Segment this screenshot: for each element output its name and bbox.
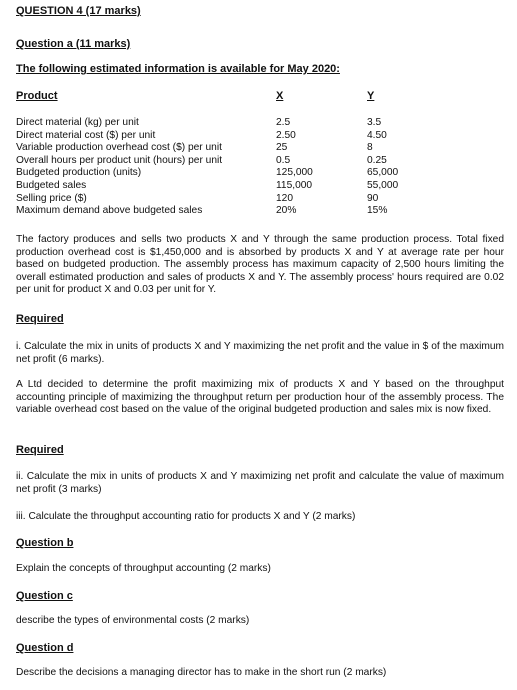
question-b-text: Explain the concepts of throughput accounting (2 marks) [16, 563, 271, 574]
paragraph-throughput-decision: A Ltd decided to determine the profit maximizing mix of products X and Y based on the throughput accounting principle of maximizing the throughput return per production hour of the assembly process. The variable overhead cost based on the value of the original budgeted production and sales mix is now fixed. [16, 379, 504, 416]
question-title: QUESTION 4 (17 marks) [16, 5, 141, 17]
table-cell-y: 8 [367, 142, 373, 154]
table-row-label: Variable production overhead cost ($) per unit [16, 142, 222, 154]
table-header-x: X [276, 90, 284, 102]
table-row-label: Budgeted production (units) [16, 167, 142, 179]
table-header-y: Y [367, 90, 375, 102]
question-d-text: Describe the decisions a managing director has to make in the short run (2 marks) [16, 667, 387, 678]
table-cell-y: 15% [367, 205, 388, 217]
table-cell-y: 4.50 [367, 129, 387, 141]
table-cell-x: 0.5 [276, 154, 291, 166]
table-row-label: Direct material cost ($) per unit [16, 129, 156, 141]
table-cell-y: 3.5 [367, 117, 382, 128]
table-cell-x: 125,000 [276, 167, 313, 179]
table-row-label: Direct material (kg) per unit [16, 117, 139, 128]
table-cell-x: 2.50 [276, 129, 296, 141]
table-cell-x: 2.5 [276, 117, 291, 128]
table-cell-y: 65,000 [367, 167, 399, 179]
table-row-label: Overall hours per product unit (hours) per unit [16, 154, 223, 166]
required-heading: Required [16, 444, 64, 456]
requirement-iii: iii. Calculate the throughput accounting ratio for products X and Y (2 marks) [16, 511, 356, 522]
requirement-i: i. Calculate the mix in units of products X and Y maximizing the net profit and the value in $ of the maximum net profit (6 marks). [16, 341, 504, 365]
table-row-label: Maximum demand above budgeted sales [16, 205, 203, 217]
question-a-heading: Question a (11 marks) [16, 38, 131, 50]
table-cell-x: 20% [276, 205, 297, 217]
requirement-ii: ii. Calculate the mix in units of products X and Y maximizing net profit and calculate the value of maximum net profit (3 marks) [16, 471, 504, 495]
table-header-product: Product [16, 90, 58, 102]
question-c-text: describe the types of environmental costs (2 marks) [16, 615, 250, 626]
info-heading: The following estimated information is available for May 2020: [16, 63, 340, 75]
required-heading: Required [16, 313, 64, 325]
table-cell-y: 90 [367, 192, 379, 204]
table-cell-x: 115,000 [276, 180, 313, 191]
paragraph-production-info: The factory produces and sells two products X and Y through the same production process. Total fixed production overhead cost is $1,450,000 and is absorbed by products X and Y at average rate per hour based on budgeted production. The assembly process has maximum capacity of 2,500 hours limiting the overall estimated production and sales of products X and Y. The assembly process' hours required are 0.02 per unit for product X and 0.03 per unit for Y. [16, 234, 504, 296]
table-cell-x: 25 [276, 142, 288, 154]
table-row-label: Selling price ($) [16, 192, 87, 204]
table-row-label: Budgeted sales [16, 180, 87, 191]
question-d-heading: Question d [16, 642, 74, 654]
table-cell-y: 55,000 [367, 180, 399, 191]
question-b-heading: Question b [16, 537, 74, 549]
table-cell-y: 0.25 [367, 154, 387, 166]
question-c-heading: Question c [16, 590, 73, 602]
table-cell-x: 120 [276, 192, 293, 204]
